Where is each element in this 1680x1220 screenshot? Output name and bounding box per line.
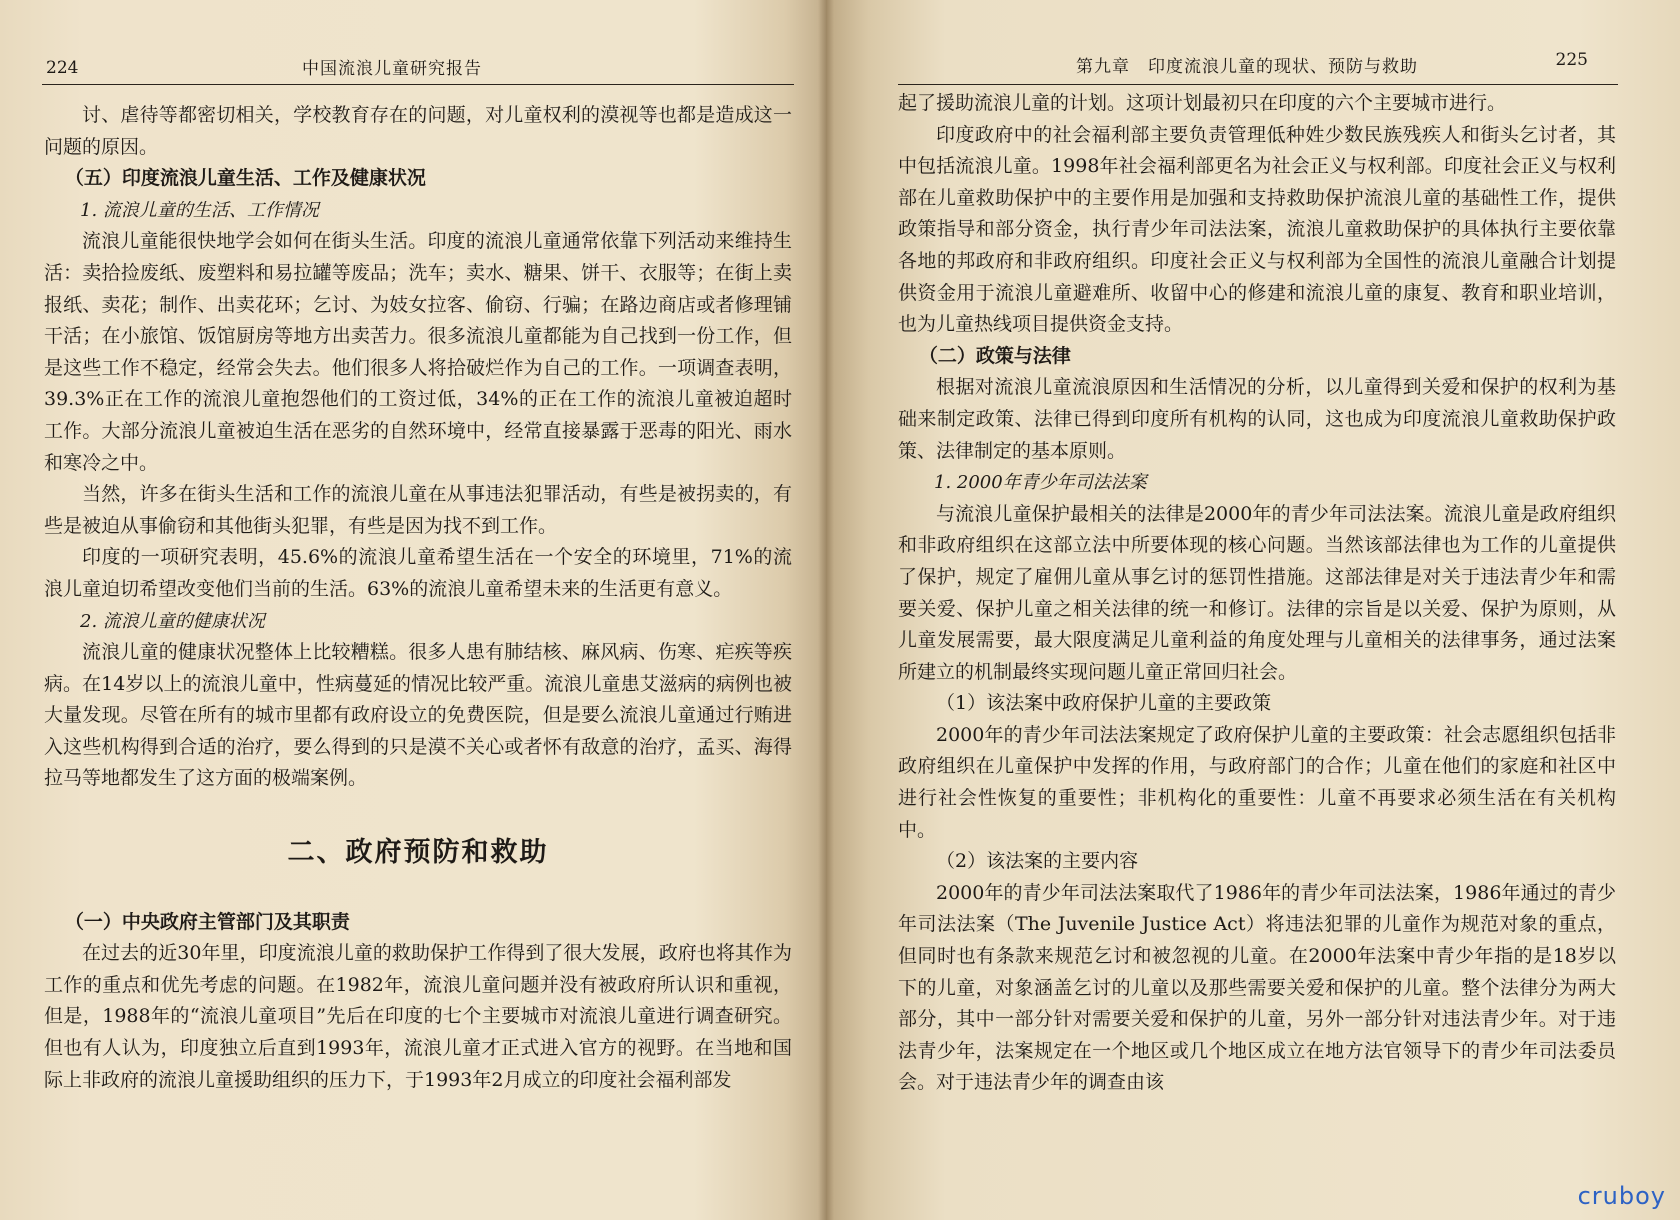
topic-heading: 2. 流浪儿童的健康状况	[80, 610, 265, 632]
left-page-header	[42, 48, 794, 85]
right-page-body	[898, 88, 1616, 1099]
item-heading: （2）该法案的主要内容	[936, 850, 1139, 873]
book-gutter	[818, 0, 834, 1220]
right-page	[826, 0, 1680, 1220]
left-page-body	[44, 100, 792, 1096]
right-page-number: 225	[1555, 50, 1588, 70]
paragraph: 讨、虐待等都密切相关，学校教育存在的问题，对儿童权利的漠视等也都是造成这一问题的原因。	[44, 104, 792, 158]
watermark: cruboy	[1577, 1182, 1666, 1210]
subsection-heading: （一）中央政府主管部门及其职责	[64, 910, 350, 933]
paragraph: 流浪儿童能很快地学会如何在街头生活。印度的流浪儿童通常依靠下列活动来维持生活：卖拾捡废纸、废塑料和易拉罐等废品；洗车；卖水、糖果、饼干、衣服等；在街上卖报纸、卖花；制作、出卖花环；乞讨、为妓女拉客、偷窃、行骗；在路边商店或者修理铺干活；在小旅馆、饭馆厨房等地方出卖苦力。很多流浪儿童都能为自己找到一份工作，但是这些工作不稳定，经常会失去。他们很多人将拾破烂作为自己的工作。一项调查表明，39.3%正在工作的流浪儿童抱怨他们的工资过低，34%的正在工作的流浪儿童被迫超时工作。大部分流浪儿童被迫生活在恶劣的自然环境中，经常直接暴露于恶毒的阳光、雨水和寒冷之中。	[44, 230, 792, 474]
paragraph: 与流浪儿童保护最相关的法律是2000年的青少年司法法案。流浪儿童是政府组织和非政府组织在这部立法中所要体现的核心问题。当然该部法律也为工作的儿童提供了保护，规定了雇佣儿童从事乞讨的惩罚性措施。这部法律是对关于违法青少年和需要关爱、保护儿童之相关法律的统一和修订。法律的宗旨是以关爱、保护为原则，从儿童发展需要，最大限度满足儿童利益的角度处理与儿童相关的法律事务，通过法案所建立的机制最终实现问题儿童正常回归社会。	[898, 502, 1616, 683]
topic-heading: 1. 2000年青少年司法法案	[934, 472, 1147, 494]
paragraph: 起了援助流浪儿童的计划。这项计划最初只在印度的六个主要城市进行。	[898, 92, 1507, 114]
item-heading: （1）该法案中政府保护儿童的主要政策	[936, 692, 1272, 715]
subsection-heading: （二）政策与法律	[918, 344, 1071, 367]
paragraph: 2000年的青少年司法法案取代了1986年的青少年司法法案，1986年通过的青少年司法法案（The Juvenile Justice Act）将违法犯罪的儿童作为规范对象的重点，但同时也有条款来规范乞讨和被忽视的儿童。在2000年法案中青少年指的是18岁以下的儿童，对象涵盖乞讨的儿童以及那些需要关爱和保护的儿童。整个法律分为两大部分，其中一部分针对需要关爱和保护的儿童，另外一部分针对违法青少年。对于违法青少年，法案规定在一个地区或几个地区成立在地方法官领导下的青少年司法委员会。对于违法青少年的调查由该	[898, 881, 1616, 1094]
paragraph: 印度的一项研究表明，45.6%的流浪儿童希望生活在一个安全的环境里，71%的流浪儿童迫切希望改变他们当前的生活。63%的流浪儿童希望未来的生活更有意义。	[44, 546, 792, 600]
paragraph: 在过去的近30年里，印度流浪儿童的救助保护工作得到了很大发展，政府也将其作为工作的重点和优先考虑的问题。在1982年，流浪儿童问题并没有被政府所认识和重视，但是，1988年的“流浪儿童项目”先后在印度的七个主要城市对流浪儿童进行调查研究。但也有人认为，印度独立后直到1993年，流浪儿童才正式进入官方的视野。在当地和国际上非政府的流浪儿童援助组织的压力下，于1993年2月成立的印度社会福利部发	[44, 942, 792, 1091]
paragraph: 当然，许多在街头生活和工作的流浪儿童在从事违法犯罪活动，有些是被拐卖的，有些是被迫从事偷窃和其他街头犯罪，有些是因为找不到工作。	[44, 483, 792, 537]
subsection-heading: （五）印度流浪儿童生活、工作及健康状况	[64, 167, 426, 190]
right-running-title: 第九章 印度流浪儿童的现状、预防与救助	[1076, 57, 1418, 77]
paragraph: 2000年的青少年司法法案规定了政府保护儿童的主要政策：社会志愿组织包括非政府组织在儿童保护中发挥的作用，与政府部门的合作；儿童在他们的家庭和社区中进行社会性恢复的重要性；非机构化的重要性：儿童不再要求必须生活在有关机构中。	[898, 723, 1616, 841]
left-running-title: 中国流浪儿童研究报告	[302, 59, 482, 79]
topic-heading: 1. 流浪儿童的生活、工作情况	[80, 199, 319, 221]
section-heading: 二、政府预防和救助	[287, 837, 549, 869]
paragraph: 印度政府中的社会福利部主要负责管理低种姓少数民族残疾人和街头乞讨者，其中包括流浪儿童。1998年社会福利部更名为社会正义与权利部。印度社会正义与权利部在儿童救助保护中的主要作用是加强和支持救助保护流浪儿童的基础性工作，提供政策指导和部分资金，执行青少年司法法案，流浪儿童救助保护的具体执行主要依靠各地的邦政府和非政府组织。印度社会正义与权利部为全国性的流浪儿童融合计划提供资金用于流浪儿童避难所、收留中心的修建和流浪儿童的康复、教育和职业培训，也为儿童热线项目提供资金支持。	[898, 123, 1616, 336]
left-page	[0, 0, 826, 1220]
right-page-header	[898, 48, 1618, 85]
paragraph: 流浪儿童的健康状况整体上比较糟糕。很多人患有肺结核、麻风病、伤寒、疟疾等疾病。在14岁以上的流浪儿童中，性病蔓延的情况比较严重。流浪儿童患艾滋病的病例也被大量发现。尽管在所有的城市里都有政府设立的免费医院，但是要么流浪儿童通过行贿进入这些机构得到合适的治疗，要么得到的只是漠不关心或者怀有敌意的治疗，孟买、海得拉马等地都发生了这方面的极端案例。	[44, 641, 792, 790]
paragraph: 根据对流浪儿童流浪原因和生活情况的分析，以儿童得到关爱和保护的权利为基础来制定政策、法律已得到印度所有机构的认同，这也成为印度流浪儿童救助保护政策、法律制定的基本原则。	[898, 376, 1616, 462]
left-page-number: 224	[46, 58, 79, 78]
